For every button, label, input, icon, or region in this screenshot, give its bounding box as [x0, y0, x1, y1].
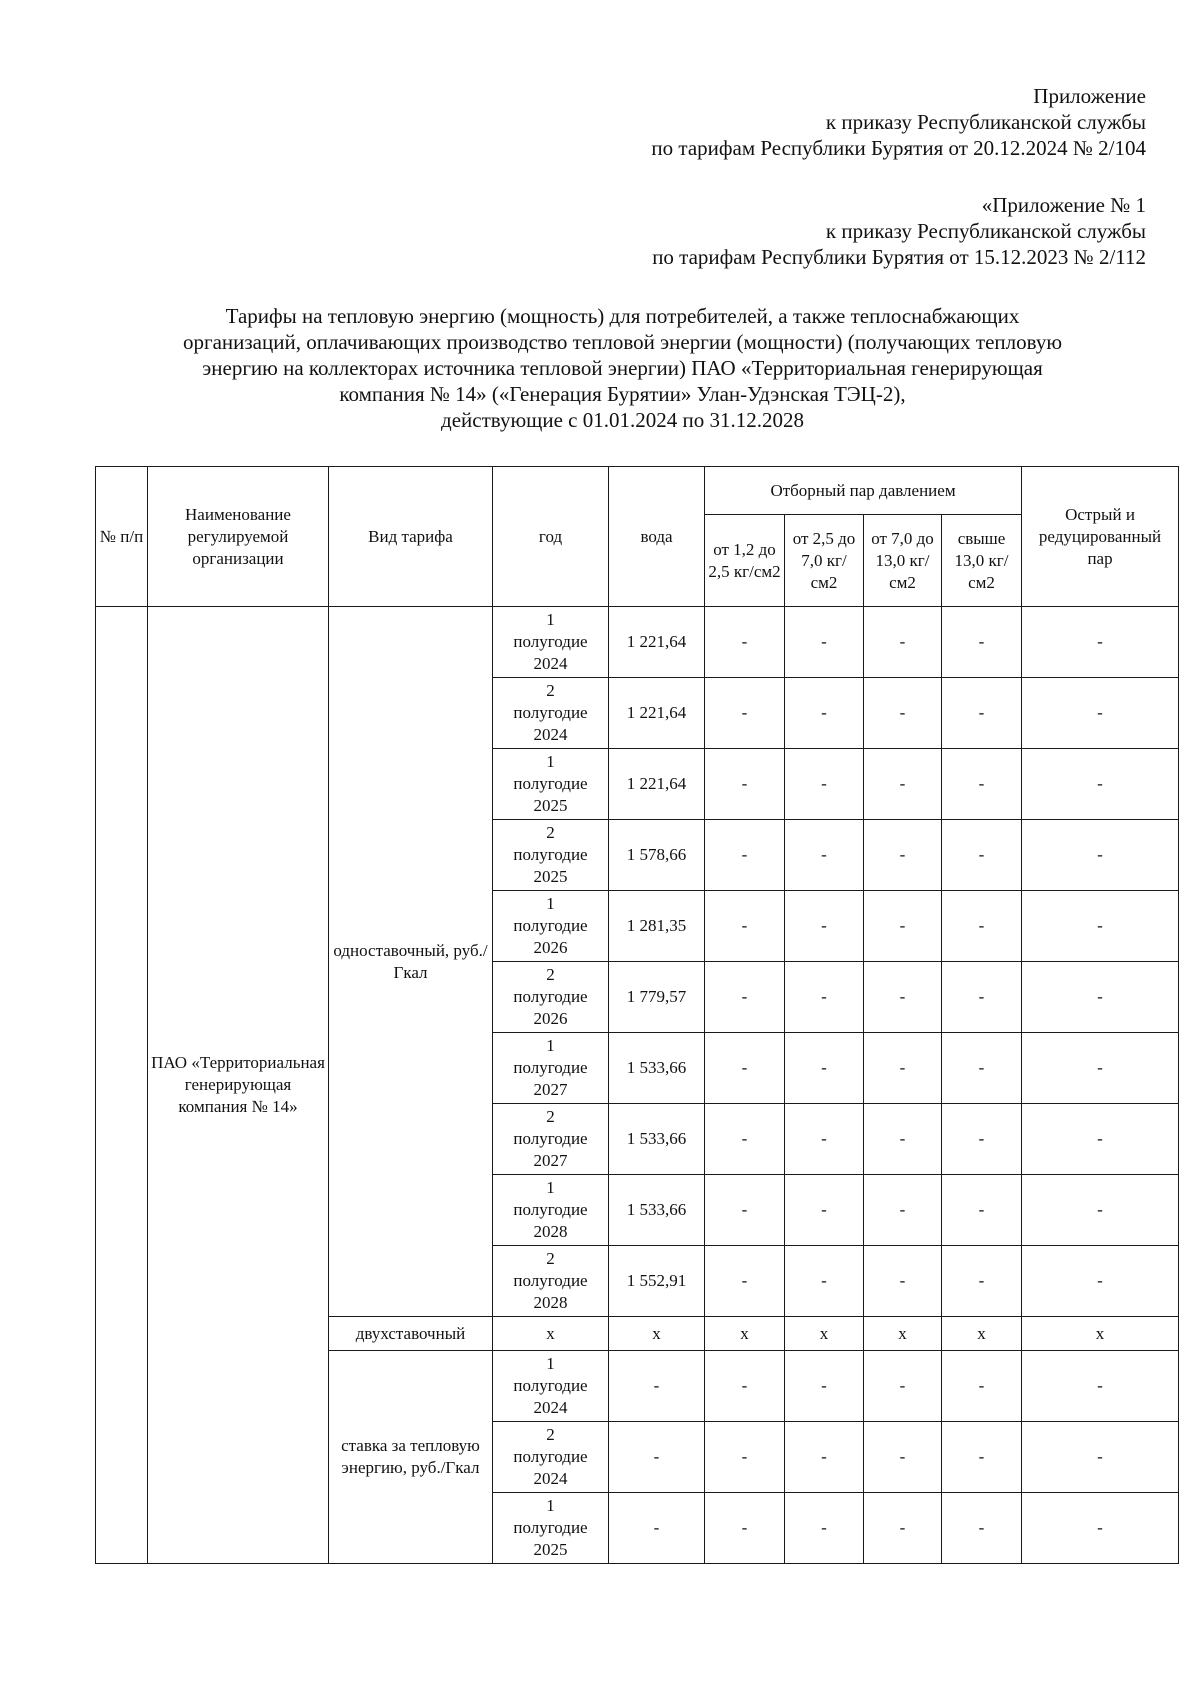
p1-cell: - — [705, 891, 785, 962]
p4-cell: - — [942, 891, 1022, 962]
year-cell: х — [493, 1317, 609, 1351]
year-part: 2027 — [533, 1151, 568, 1170]
year-part: 1 — [546, 1036, 555, 1055]
p2-cell: - — [785, 749, 864, 820]
year-part: 2 — [546, 823, 555, 842]
year-part: 2 — [546, 681, 555, 700]
year-part: 1 — [546, 752, 555, 771]
title-line: энергию на коллекторах источника тепловой энергии) ПАО «Территориальная генерирующая — [202, 356, 1043, 380]
p2-cell: - — [785, 1033, 864, 1104]
header-steam-group: Отборный пар давлением — [705, 467, 1022, 515]
year-part: 1 — [546, 1178, 555, 1197]
year-part: 2024 — [533, 1469, 568, 1488]
year-cell — [493, 1493, 609, 1564]
sharp-cell: - — [1022, 1351, 1179, 1422]
water-cell: 1 533,66 — [609, 1033, 705, 1104]
year-cell — [493, 962, 609, 1033]
appendix-line: Приложение — [1033, 84, 1146, 108]
p1-cell: х — [705, 1317, 785, 1351]
p3-cell: - — [864, 1422, 942, 1493]
p2-cell: - — [785, 1104, 864, 1175]
sharp-cell: - — [1022, 749, 1179, 820]
year-part: полугодие — [513, 703, 588, 722]
p1-cell: - — [705, 1175, 785, 1246]
year-part: полугодие — [513, 774, 588, 793]
p2-cell: - — [785, 1493, 864, 1564]
p2-cell: - — [785, 1351, 864, 1422]
water-cell: х — [609, 1317, 705, 1351]
water-cell: 1 533,66 — [609, 1175, 705, 1246]
p4-cell: - — [942, 607, 1022, 678]
year-part: 2025 — [533, 867, 568, 886]
year-cell — [493, 1246, 609, 1317]
sharp-cell: - — [1022, 891, 1179, 962]
year-part: 1 — [546, 1354, 555, 1373]
document-title — [95, 303, 1150, 433]
header-pressure-3: от 7,0 до 13,0 кг/см2 — [864, 515, 942, 607]
water-cell: 1 779,57 — [609, 962, 705, 1033]
year-part: 2024 — [533, 725, 568, 744]
p2-cell: - — [785, 1422, 864, 1493]
p4-cell: - — [942, 1175, 1022, 1246]
tariff-table — [95, 466, 1179, 1564]
p3-cell: - — [864, 607, 942, 678]
water-cell: 1 578,66 — [609, 820, 705, 891]
year-part: полугодие — [513, 632, 588, 651]
water-cell: 1 221,64 — [609, 607, 705, 678]
year-part: полугодие — [513, 1376, 588, 1395]
p2-cell: - — [785, 820, 864, 891]
appendix-line: к приказу Республиканской службы — [825, 110, 1146, 134]
year-part: 2 — [546, 1249, 555, 1268]
p3-cell: - — [864, 1493, 942, 1564]
year-part: полугодие — [513, 1447, 588, 1466]
p1-cell: - — [705, 1033, 785, 1104]
p4-cell: - — [942, 1246, 1022, 1317]
org-name-cell: ПАО «Территориальная генерирующая компания № 14» — [148, 607, 329, 1564]
p4-cell: - — [942, 1033, 1022, 1104]
title-line: организаций, оплачивающих производство тепловой энергии (мощности) (получающих тепловую — [182, 330, 1063, 354]
p3-cell: - — [864, 749, 942, 820]
header-org: Наименование регулируемой организации — [148, 467, 329, 607]
p4-cell: - — [942, 1493, 1022, 1564]
p3-cell: - — [864, 891, 942, 962]
p2-cell: - — [785, 962, 864, 1033]
header-num: № п/п — [96, 467, 148, 607]
appendix-line: по тарифам Республики Бурятия от 15.12.2023 № 2/112 — [652, 245, 1146, 269]
sharp-cell: - — [1022, 1104, 1179, 1175]
sharp-cell: - — [1022, 1422, 1179, 1493]
year-part: полугодие — [513, 1518, 588, 1537]
appendix-line: «Приложение № 1 — [981, 193, 1146, 217]
sharp-cell: х — [1022, 1317, 1179, 1351]
p4-cell: - — [942, 820, 1022, 891]
water-cell: 1 221,64 — [609, 749, 705, 820]
p4-cell: - — [942, 1104, 1022, 1175]
appendix-header — [651, 83, 1146, 161]
year-cell — [493, 1033, 609, 1104]
year-cell — [493, 820, 609, 891]
year-part: полугодие — [513, 845, 588, 864]
p3-cell: - — [864, 1246, 942, 1317]
p1-cell: - — [705, 1493, 785, 1564]
year-part: полугодие — [513, 987, 588, 1006]
title-line: Тарифы на тепловую энергию (мощность) для потребителей, а также теплоснабжающих — [225, 304, 1020, 328]
sharp-cell: - — [1022, 1033, 1179, 1104]
header-pressure-4: свыше 13,0 кг/см2 — [942, 515, 1022, 607]
sharp-cell: - — [1022, 607, 1179, 678]
water-cell: - — [609, 1493, 705, 1564]
year-part: 2024 — [533, 1398, 568, 1417]
year-cell — [493, 607, 609, 678]
year-cell — [493, 1351, 609, 1422]
p2-cell: - — [785, 678, 864, 749]
p4-cell: - — [942, 1422, 1022, 1493]
year-part: 2026 — [533, 1009, 568, 1028]
sharp-cell: - — [1022, 962, 1179, 1033]
sharp-cell: - — [1022, 1175, 1179, 1246]
title-line: действующие с 01.01.2024 по 31.12.2028 — [441, 408, 804, 432]
appendix-line: по тарифам Республики Бурятия от 20.12.2024 № 2/104 — [651, 136, 1146, 160]
p2-cell: - — [785, 891, 864, 962]
year-cell — [493, 1104, 609, 1175]
header-pressure-1: от 1,2 до 2,5 кг/см2 — [705, 515, 785, 607]
p1-cell: - — [705, 678, 785, 749]
header-year: год — [493, 467, 609, 607]
p3-cell: х — [864, 1317, 942, 1351]
year-part: 2 — [546, 1425, 555, 1444]
year-part: 2028 — [533, 1293, 568, 1312]
p1-cell: - — [705, 1246, 785, 1317]
p4-cell: - — [942, 1351, 1022, 1422]
water-cell: - — [609, 1422, 705, 1493]
water-cell: 1 281,35 — [609, 891, 705, 962]
water-cell: - — [609, 1351, 705, 1422]
year-part: 2024 — [533, 654, 568, 673]
p3-cell: - — [864, 678, 942, 749]
year-part: 1 — [546, 1496, 555, 1515]
year-cell — [493, 1422, 609, 1493]
header-tariff-type: Вид тарифа — [329, 467, 493, 607]
one-rate-label-cell: одноставочный, руб./Гкал — [329, 607, 493, 1317]
year-part: 2 — [546, 965, 555, 984]
p1-cell: - — [705, 749, 785, 820]
header-sharp-steam: Острый и редуцированный пар — [1022, 467, 1179, 607]
sharp-cell: - — [1022, 678, 1179, 749]
p2-cell: - — [785, 607, 864, 678]
year-cell — [493, 749, 609, 820]
p1-cell: - — [705, 1422, 785, 1493]
year-part: 2027 — [533, 1080, 568, 1099]
year-cell — [493, 1175, 609, 1246]
year-part: 2025 — [533, 796, 568, 815]
year-part: 2028 — [533, 1222, 568, 1241]
year-part: полугодие — [513, 1129, 588, 1148]
appendix-line: к приказу Республиканской службы — [825, 219, 1146, 243]
sharp-cell: - — [1022, 820, 1179, 891]
year-part: полугодие — [513, 1058, 588, 1077]
year-cell — [493, 891, 609, 962]
p1-cell: - — [705, 1351, 785, 1422]
header-water: вода — [609, 467, 705, 607]
sharp-cell: - — [1022, 1493, 1179, 1564]
p2-cell: - — [785, 1246, 864, 1317]
year-part: 1 — [546, 610, 555, 629]
p2-cell: - — [785, 1175, 864, 1246]
year-part: 2025 — [533, 1540, 568, 1559]
water-cell: 1 533,66 — [609, 1104, 705, 1175]
p2-cell: х — [785, 1317, 864, 1351]
p4-cell: - — [942, 962, 1022, 1033]
p4-cell: - — [942, 678, 1022, 749]
water-cell: 1 221,64 — [609, 678, 705, 749]
title-line: компания № 14» («Генерация Бурятии» Улан-Удэнская ТЭЦ-2), — [339, 382, 906, 406]
heat-rate-label-cell: ставка за тепловую энергию, руб./Гкал — [329, 1351, 493, 1564]
year-part: полугодие — [513, 916, 588, 935]
p1-cell: - — [705, 1104, 785, 1175]
year-part: 2026 — [533, 938, 568, 957]
water-cell: 1 552,91 — [609, 1246, 705, 1317]
p3-cell: - — [864, 820, 942, 891]
p1-cell: - — [705, 607, 785, 678]
p3-cell: - — [864, 1104, 942, 1175]
p3-cell: - — [864, 1033, 942, 1104]
p1-cell: - — [705, 962, 785, 1033]
year-part: 1 — [546, 894, 555, 913]
year-part: полугодие — [513, 1271, 588, 1290]
sharp-cell: - — [1022, 1246, 1179, 1317]
p1-cell: - — [705, 820, 785, 891]
header-pressure-2: от 2,5 до 7,0 кг/см2 — [785, 515, 864, 607]
p4-cell: - — [942, 749, 1022, 820]
p4-cell: х — [942, 1317, 1022, 1351]
p3-cell: - — [864, 1175, 942, 1246]
year-cell — [493, 678, 609, 749]
previous-appendix-header — [652, 192, 1146, 270]
year-part: 2 — [546, 1107, 555, 1126]
row-number-cell — [96, 607, 148, 1564]
two-rate-label-cell: двухставочный — [329, 1317, 493, 1351]
year-part: полугодие — [513, 1200, 588, 1219]
p3-cell: - — [864, 1351, 942, 1422]
table-row — [96, 607, 1179, 678]
p3-cell: - — [864, 962, 942, 1033]
